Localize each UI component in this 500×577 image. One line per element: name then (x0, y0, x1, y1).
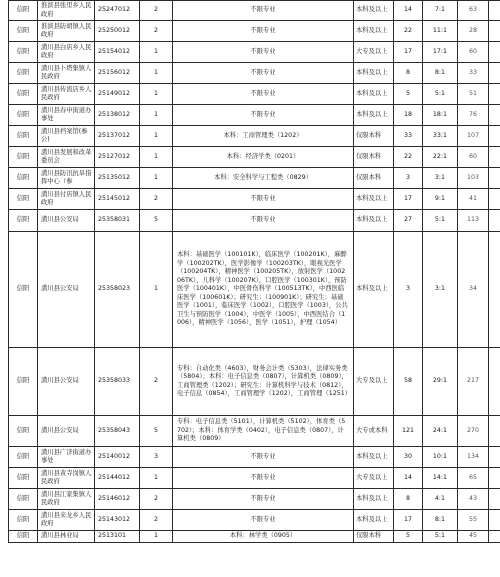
score-cell: 55 (458, 510, 489, 531)
unit-cell: 潢川县付店镇人民政府 (38, 189, 95, 210)
major-cell: 不限专业 (173, 1, 354, 21)
hire-count-cell: 1 (140, 42, 173, 63)
unit-cell: 潢川县黄寺岗镇人民政府 (38, 468, 95, 489)
major-cell: 本科：基础医学（100101K），临床医学（100201K），麻醉学（100202TK），医学影像学（100203TK），眼视光医学（100204TK），精神医学（100205TK），放射医学（100206TK），儿科学（100207K），口腔医学（100301K），预防医学（100401K），中医骨伤科学（100513TK），中西医临床医学（100601K）；研究生：（100901K）；研究生：基础医学（1001），临床医学（1002），口腔医学（1003），公共卫生与预防医学（1004），中医学（1005），中西医结合（1006），精神医学（1056），医学（1051），护理（1054） (173, 232, 354, 348)
education-cell: 大专及以上 (354, 348, 394, 416)
education-cell: 大专及以上 (354, 468, 394, 489)
ratio-cell: 9:1 (423, 189, 458, 210)
major-cell: 本科：经济学类（0201） (173, 147, 354, 168)
position-code-cell: 25156012 (95, 63, 140, 84)
applicant-count-cell: 14 (394, 1, 423, 21)
table-row (9, 416, 500, 447)
education-cell: 仅限本科 (354, 168, 394, 189)
hire-count-cell: 2 (140, 489, 173, 510)
table-row (9, 210, 500, 232)
score-cell: 45 (458, 531, 489, 543)
city-cell: 信阳 (9, 42, 38, 63)
major-cell: 不限专业 (173, 42, 354, 63)
empty-cell (489, 126, 500, 147)
unit-cell: 潢川县传流店乡人民政府 (38, 84, 95, 105)
table-row (9, 147, 500, 168)
empty-cell (489, 147, 500, 168)
score-cell: 34 (458, 232, 489, 348)
city-cell: 信阳 (9, 232, 38, 348)
ratio-cell: 14:1 (423, 468, 458, 489)
table-row (9, 168, 500, 189)
education-cell: 本科及以上 (354, 232, 394, 348)
ratio-cell: 5:1 (423, 210, 458, 232)
empty-cell (489, 84, 500, 105)
table-row (9, 489, 500, 510)
empty-cell (489, 468, 500, 489)
education-cell: 大专或本科 (354, 416, 394, 447)
education-cell: 本科及以上 (354, 1, 394, 21)
unit-cell: 潢川县江家集镇人民政府 (38, 489, 95, 510)
city-cell: 信阳 (9, 147, 38, 168)
table-row (9, 468, 500, 489)
unit-cell: 淮滨县防胡镇人民政府 (38, 21, 95, 42)
ratio-cell: 29:1 (423, 348, 458, 416)
education-cell: 本科及以上 (354, 510, 394, 531)
applicant-count-cell: 18 (394, 105, 423, 126)
major-cell: 本科：安全科学与工程类（0829） (173, 168, 354, 189)
recruitment-table (8, 0, 500, 543)
score-cell: 60 (458, 147, 489, 168)
applicant-count-cell: 17 (394, 189, 423, 210)
empty-cell (489, 489, 500, 510)
unit-cell: 潢川县广济街道办事处 (38, 447, 95, 468)
empty-cell (489, 510, 500, 531)
position-code-cell: 25127012 (95, 147, 140, 168)
hire-count-cell: 1 (140, 126, 173, 147)
city-cell: 信阳 (9, 189, 38, 210)
empty-cell (489, 168, 500, 189)
major-cell: 本科：林学类（0905） (173, 531, 354, 543)
city-cell: 信阳 (9, 63, 38, 84)
hire-count-cell: 1 (140, 531, 173, 543)
empty-cell (489, 416, 500, 447)
empty-cell (489, 210, 500, 232)
applicant-count-cell: 17 (394, 510, 423, 531)
education-cell: 本科及以上 (354, 21, 394, 42)
major-cell: 不限专业 (173, 84, 354, 105)
ratio-cell: 3:1 (423, 232, 458, 348)
applicant-count-cell: 121 (394, 416, 423, 447)
ratio-cell: 11:1 (423, 21, 458, 42)
major-cell: 本科：工商管理类（1202） (173, 126, 354, 147)
hire-count-cell: 1 (140, 168, 173, 189)
city-cell: 信阳 (9, 21, 38, 42)
position-code-cell: 25138012 (95, 105, 140, 126)
education-cell: 本科及以上 (354, 489, 394, 510)
hire-count-cell: 2 (140, 1, 173, 21)
ratio-cell: 33:1 (423, 126, 458, 147)
hire-count-cell: 1 (140, 468, 173, 489)
table-row (9, 21, 500, 42)
major-cell: 专科：自动化类（4603），财务会计类（5303），法律实务类（5804）；本科：电子信息类（0807），计算机类（0809），工商管理类（1202）；研究生：计算机科学与技术（0812），电子信息（0854），工商管理学（1202），工商管理（1251） (173, 348, 354, 416)
table-row (9, 232, 500, 348)
major-cell: 不限专业 (173, 489, 354, 510)
position-code-cell: 25135012 (95, 168, 140, 189)
hire-count-cell: 2 (140, 21, 173, 42)
ratio-cell: 4:1 (423, 489, 458, 510)
applicant-count-cell: 14 (394, 468, 423, 489)
unit-cell: 潢川县白店乡人民政府 (38, 42, 95, 63)
position-code-cell: 25146012 (95, 489, 140, 510)
ratio-cell: 8:1 (423, 63, 458, 84)
unit-cell: 潢川县林业局 (38, 531, 95, 543)
table-row (9, 447, 500, 468)
position-code-cell: 25137012 (95, 126, 140, 147)
score-cell: 270 (458, 416, 489, 447)
hire-count-cell: 5 (140, 416, 173, 447)
major-cell: 不限专业 (173, 63, 354, 84)
hire-count-cell: 1 (140, 147, 173, 168)
ratio-cell: 5:1 (423, 531, 458, 543)
table-row (9, 42, 500, 63)
education-cell: 本科及以上 (354, 84, 394, 105)
education-cell: 仅限本科 (354, 531, 394, 543)
hire-count-cell: 1 (140, 63, 173, 84)
applicant-count-cell: 22 (394, 21, 423, 42)
major-cell: 不限专业 (173, 447, 354, 468)
score-cell: 41 (458, 189, 489, 210)
education-cell: 仅限本科 (354, 147, 394, 168)
hire-count-cell: 3 (140, 447, 173, 468)
city-cell: 信阳 (9, 489, 38, 510)
applicant-count-cell: 27 (394, 210, 423, 232)
applicant-count-cell: 17 (394, 42, 423, 63)
unit-cell: 潢川县防汛抗旱指挥中心（参 (38, 168, 95, 189)
score-cell: 63 (458, 1, 489, 21)
ratio-cell: 5:1 (423, 84, 458, 105)
table-body (9, 1, 500, 543)
major-cell: 不限专业 (173, 21, 354, 42)
unit-cell: 潢川县卜塔集镇人民政府 (38, 63, 95, 84)
position-code-cell: 25358033 (95, 348, 140, 416)
city-cell: 信阳 (9, 510, 38, 531)
ratio-cell: 18:1 (423, 105, 458, 126)
ratio-cell: 7:1 (423, 1, 458, 21)
city-cell: 信阳 (9, 126, 38, 147)
unit-cell: 潢川县档案馆(参公) (38, 126, 95, 147)
education-cell: 本科及以上 (354, 189, 394, 210)
empty-cell (489, 348, 500, 416)
major-cell: 专科：电子信息类（5101），计算机类（5102），体育类（5702）；本科：体育学类（0402），电子信息类（0807），计算机类（0809） (173, 416, 354, 447)
score-cell: 51 (458, 84, 489, 105)
city-cell: 信阳 (9, 105, 38, 126)
unit-cell: 潢川县春申街道办事处 (38, 105, 95, 126)
hire-count-cell: 2 (140, 348, 173, 416)
applicant-count-cell: 8 (394, 63, 423, 84)
applicant-count-cell: 3 (394, 232, 423, 348)
city-cell: 信阳 (9, 1, 38, 21)
applicant-count-cell: 5 (394, 84, 423, 105)
ratio-cell: 10:1 (423, 447, 458, 468)
hire-count-cell: 1 (140, 84, 173, 105)
ratio-cell: 8:1 (423, 510, 458, 531)
applicant-count-cell: 5 (394, 531, 423, 543)
major-cell: 不限专业 (173, 210, 354, 232)
city-cell: 信阳 (9, 348, 38, 416)
empty-cell (489, 531, 500, 543)
table-row (9, 105, 500, 126)
unit-cell: 潢川县来龙乡人民政府 (38, 510, 95, 531)
unit-cell: 潢川县公安局 (38, 232, 95, 348)
hire-count-cell: 1 (140, 105, 173, 126)
position-code-cell: 25358031 (95, 210, 140, 232)
hire-count-cell: 1 (140, 232, 173, 348)
hire-count-cell: 2 (140, 189, 173, 210)
major-cell: 不限专业 (173, 468, 354, 489)
position-code-cell: 25143012 (95, 510, 140, 531)
score-cell: 60 (458, 42, 489, 63)
ratio-cell: 22:1 (423, 147, 458, 168)
applicant-count-cell: 3 (394, 168, 423, 189)
empty-cell (489, 1, 500, 21)
applicant-count-cell: 58 (394, 348, 423, 416)
ratio-cell: 17:1 (423, 42, 458, 63)
score-cell: 113 (458, 210, 489, 232)
applicant-count-cell: 22 (394, 147, 423, 168)
score-cell: 107 (458, 126, 489, 147)
city-cell: 信阳 (9, 84, 38, 105)
empty-cell (489, 105, 500, 126)
unit-cell: 潢川县公安局 (38, 210, 95, 232)
unit-cell: 淮滨县张里乡人民政府 (38, 1, 95, 21)
empty-cell (489, 42, 500, 63)
score-cell: 103 (458, 168, 489, 189)
position-code-cell: 25358043 (95, 416, 140, 447)
ratio-cell: 3:1 (423, 168, 458, 189)
position-code-cell: 25140012 (95, 447, 140, 468)
major-cell: 不限专业 (173, 105, 354, 126)
city-cell: 信阳 (9, 531, 38, 543)
position-code-cell: 25144012 (95, 468, 140, 489)
table-row (9, 84, 500, 105)
education-cell: 本科及以上 (354, 63, 394, 84)
unit-cell: 潢川县发展和改革委员会 (38, 147, 95, 168)
applicant-count-cell: 8 (394, 489, 423, 510)
table-row (9, 63, 500, 84)
position-code-cell: 25358023 (95, 232, 140, 348)
table-row (9, 1, 500, 21)
ratio-cell: 24:1 (423, 416, 458, 447)
city-cell: 信阳 (9, 416, 38, 447)
unit-cell: 潢川县公安局 (38, 416, 95, 447)
empty-cell (489, 63, 500, 84)
position-code-cell: 25154012 (95, 42, 140, 63)
major-cell: 不限专业 (173, 189, 354, 210)
score-cell: 76 (458, 105, 489, 126)
position-code-cell: 25145012 (95, 189, 140, 210)
table-row (9, 348, 500, 416)
hire-count-cell: 2 (140, 510, 173, 531)
empty-cell (489, 447, 500, 468)
empty-cell (489, 189, 500, 210)
applicant-count-cell: 33 (394, 126, 423, 147)
empty-cell (489, 21, 500, 42)
city-cell: 信阳 (9, 168, 38, 189)
education-cell: 本科及以上 (354, 105, 394, 126)
score-cell: 28 (458, 21, 489, 42)
score-cell: 43 (458, 489, 489, 510)
score-cell: 65 (458, 468, 489, 489)
education-cell: 大专及以上 (354, 42, 394, 63)
education-cell: 本科及以上 (354, 447, 394, 468)
empty-cell (489, 232, 500, 348)
table-row (9, 510, 500, 531)
table-row (9, 189, 500, 210)
education-cell: 仅限本科 (354, 126, 394, 147)
score-cell: 134 (458, 447, 489, 468)
position-code-cell: 25250012 (95, 21, 140, 42)
position-code-cell: 2513101 (95, 531, 140, 543)
city-cell: 信阳 (9, 447, 38, 468)
table-row (9, 126, 500, 147)
score-cell: 217 (458, 348, 489, 416)
table-row (9, 531, 500, 543)
education-cell: 本科及以上 (354, 210, 394, 232)
position-code-cell: 25247012 (95, 1, 140, 21)
major-cell: 不限专业 (173, 510, 354, 531)
position-code-cell: 25149012 (95, 84, 140, 105)
city-cell: 信阳 (9, 210, 38, 232)
score-cell: 33 (458, 63, 489, 84)
applicant-count-cell: 30 (394, 447, 423, 468)
hire-count-cell: 5 (140, 210, 173, 232)
city-cell: 信阳 (9, 468, 38, 489)
unit-cell: 潢川县公安局 (38, 348, 95, 416)
